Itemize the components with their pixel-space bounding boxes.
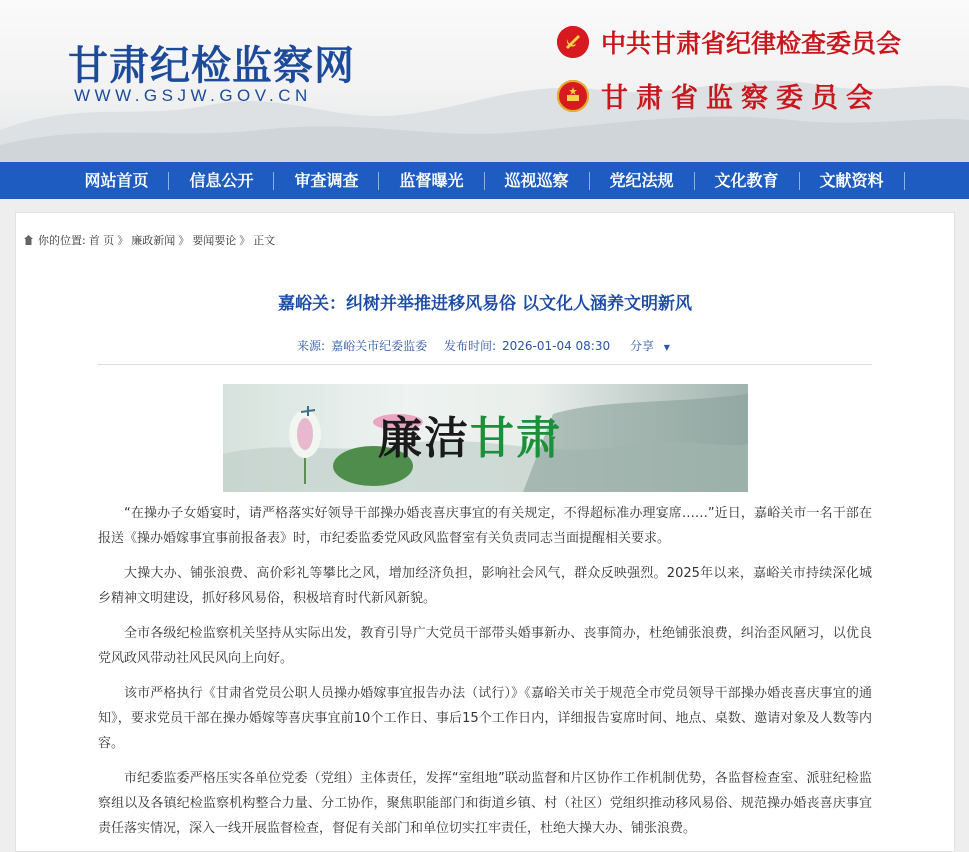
nav-item-investigation[interactable]: 审查调查 xyxy=(294,171,359,190)
article-paragraph: 全市各级纪检监察机关坚持从实际出发，教育引导广大党员干部带头婚事新办、丧事简办，杜绝铺张浪费，纠治歪风陋习，以优良党风政风带动社风民风向上向好。 xyxy=(98,626,872,666)
nav-divider xyxy=(904,172,905,190)
breadcrumb-prefix: 你的位置: xyxy=(38,234,86,247)
article-paragraph: 大操大办、铺张浪费、高价彩礼等攀比之风，增加经济负担，影响社会风气，群众反映强烈。2025年以来，嘉峪关市持续深化城乡精神文明建设，抓好移风易俗，积极培育时代新风新貌。 xyxy=(98,566,872,606)
source-label: 来源: xyxy=(297,339,326,353)
site-header xyxy=(0,0,969,162)
share-button[interactable] xyxy=(627,339,673,353)
share-label: 分享 xyxy=(629,339,654,353)
lianjie-gansu-banner xyxy=(223,384,748,492)
nav-item-inspection[interactable]: 巡视巡察 xyxy=(504,171,569,190)
site-url: WWW.GSJW.GOV.CN xyxy=(74,86,312,105)
article-title: 嘉峪关：纠树并举推进移风易俗 以文化人涵养文明新风 xyxy=(278,294,692,314)
org-party-name: 中共甘肃省纪律检查委员会 xyxy=(601,29,902,58)
article-body xyxy=(98,501,872,851)
article-container xyxy=(15,212,955,852)
breadcrumb-home[interactable]: 首 页 xyxy=(88,234,115,247)
article-paragraph: “在操办子女婚宴时，请严格落实好领导干部操办婚丧喜庆事宜的有关规定，不得超标准办理宴席……”近日，嘉峪关市一名干部在报送《操办婚嫁事宜事前报备表》时，市纪委监委党风政风监督室有关负责同志当面提醒相关要求。 xyxy=(98,506,872,546)
breadcrumb-current: 正文 xyxy=(253,234,276,247)
main-nav xyxy=(0,162,969,199)
breadcrumb xyxy=(24,232,278,248)
nav-item-info[interactable]: 信息公开 xyxy=(189,171,254,190)
article-meta xyxy=(16,337,954,354)
national-emblem-icon xyxy=(557,80,589,112)
nav-item-home[interactable]: 网站首页 xyxy=(84,171,149,190)
nav-item-exposure[interactable]: 监督曝光 xyxy=(399,171,464,190)
org-state-line xyxy=(557,76,881,115)
site-logo[interactable]: 甘肃纪检监察网 xyxy=(68,42,355,89)
banner-text-lianjie: 廉洁 xyxy=(378,413,470,464)
breadcrumb-news[interactable]: 廉政新闻 xyxy=(131,234,176,247)
org-party-line xyxy=(557,24,901,60)
breadcrumb-headlines[interactable]: 要闻要论 xyxy=(192,234,237,247)
breadcrumb-separator: 》 xyxy=(239,234,251,247)
banner-slogan xyxy=(378,402,562,466)
meta-divider xyxy=(98,364,872,365)
nav-item-regulations[interactable]: 党纪法规 xyxy=(609,171,674,190)
org-state-name: 甘肃省监察委员会 xyxy=(601,83,881,114)
breadcrumb-separator: 》 xyxy=(117,234,129,247)
location-icon xyxy=(24,235,33,245)
article-paragraph: 市纪委监委严格压实各单位党委（党组）主体责任，发挥“室组地”联动监督和片区协作工作机制优势，各监督检查室、派驻纪检监察组以及各镇纪检监察机构整合力量、分工协作，聚焦职能部门和街道乡镇、村（社区）党组织推动移风易俗、规范操办婚丧喜庆事宜责任落实情况，深入一线开展监督检查，督促有关部门和单位切实扛牢责任，杜绝大操大办、铺张浪费。 xyxy=(98,771,872,836)
caret-down-icon: ▼ xyxy=(663,343,670,352)
party-emblem-icon xyxy=(557,26,589,58)
article-paragraph: 该市严格执行《甘肃省党员公职人员操办婚嫁事宜报告办法（试行）》《嘉峪关市关于规范全市党员领导干部操办婚丧喜庆事宜的通知》，要求党员干部在操办婚嫁等喜庆事宜前10个工作日、事后15个工作日内，详细报告宴席时间、地点、桌数、邀请对象及人数等内容。 xyxy=(98,686,872,751)
breadcrumb-separator: 》 xyxy=(178,234,190,247)
banner-text-gansu: 甘肃 xyxy=(470,413,562,464)
nav-item-documents[interactable]: 文献资料 xyxy=(819,171,884,190)
source-value: 嘉峪关市纪委监委 xyxy=(331,339,428,353)
time-value: 2026-01-04 08:30 xyxy=(501,339,611,353)
time-label: 发布时间: xyxy=(443,339,496,353)
nav-item-education[interactable]: 文化教育 xyxy=(714,171,779,190)
